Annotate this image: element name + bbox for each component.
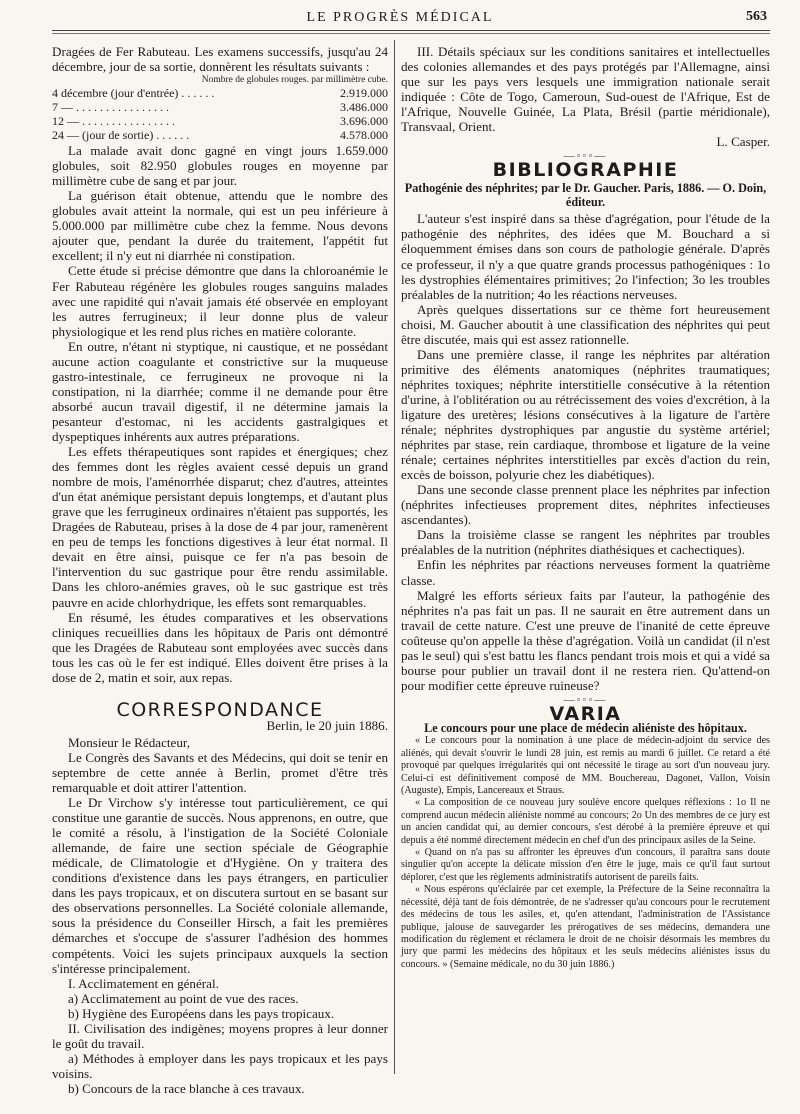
divider-ornament: —◦◦◦—: [563, 693, 608, 706]
list-item: a) Méthodes à employer dans les pays tropicaux et les pays voisins.: [52, 1050, 388, 1081]
table-header: Nombre de globules rouges. par millimètre cube.: [201, 75, 388, 86]
table-row: [52, 86, 388, 100]
varia-subtitle: Le concours pour une place de médecin aliéniste des hôpitaux.: [424, 720, 747, 735]
journal-title: LE PROGRÈS MÉDICAL: [306, 10, 494, 25]
list-item: b) Concours de la race blanche à ces travaux.: [68, 1080, 305, 1096]
paragraph: En outre, n'étant ni styptique, ni caustique, et ne possédant aucune action coagulante et constrictive sur la muqueuse gastro-intestinale, ce ferrugineux ne provoque ni la constipation, ni la diarrhée; comme il ne demande pour être absorbé aucun travail digestif, il ne détermine jamais la pesanteur d'estomac, ni les accidents gastralgiques et dyspeptiques inhérents aux autres préparations.: [52, 338, 388, 444]
paragraph: L'auteur s'est inspiré dans sa thèse d'agrégation, pour l'étude de la pathogénie des néphrites, des idées que M. Bouchard a si éloquemment émises dans son cours de pathologie générale. D'après ce professeur, il n'y a que quatre grands processus pathogéniques : 1o les dystrophies élémentaires primitives; 2o l'infection; 3o les troubles préalables de la nutrition; 4o les réactions nerveuses.: [401, 211, 770, 302]
book-reference: Pathogénie des néphrites; par le Dr. Gaucher. Paris, 1886. — O. Doin, éditeur.: [404, 181, 767, 210]
varia-title: VARIA: [549, 702, 622, 725]
column-divider: [394, 40, 395, 1074]
list-item: b) Hygiène des Européens dans les pays tropicaux.: [68, 1005, 335, 1021]
blood-count-table: [52, 86, 388, 142]
header-rule-thin: [52, 33, 770, 34]
right-column: [401, 44, 770, 971]
row-value: 3.486.000: [340, 100, 388, 115]
paragraph: Malgré les efforts sérieux faits par l'auteur, la pathogénie des néphrites n'a pas fait un pas. Il ne saurait en être autrement dans un travail de cette nature. C'est une preuve de l'inanité de cette épreuve coûteuse qu'on appelle la thèse d'agrégation. Voilà un candidat (il n'est pas le seul) qui s'est battu les flancs pendant trois mois et qui a vidé sa bourse pour publier un travail dont il ne restera rien. Qu'attend-on pour modifier cette épreuve ruineuse?: [401, 587, 770, 693]
paragraph: Après quelques dissertations sur ce thème fort heureusement choisi, M. Gaucher aboutit à une classification des néphrites qui peut être discutée, mais qui est assez rationnelle.: [401, 301, 770, 347]
divider-ornament: —◦◦◦—: [563, 150, 608, 163]
bibliographie-title: BIBLIOGRAPHIE: [492, 159, 679, 182]
salutation: Monsieur le Rédacteur,: [68, 734, 191, 750]
paragraph: « Nous espérons qu'éclairée par cet exemple, la Préfecture de la Seine reconnaîtra la nécessité, déjà tant de fois démontrée, de ne s'adresser qu'au concours pour le recrutement des médecins de tous les asiles, et, qu'en attendant, l'administration de l'Assistance publique, jalouse de sauvegarder les prérogatives de ses médecins, demandera une modification du règlement et réclamera le droit de ne choisir désormais les membres du jury que parmi les médecins des hôpitaux et les seuls médecins aliénistes issus du concours. » (Semaine médicale, no du 30 juin 1886.): [401, 884, 770, 970]
row-value: 4.578.000: [340, 128, 388, 143]
left-column: [52, 44, 388, 1096]
table-row: [52, 114, 388, 128]
row-value: 2.919.000: [340, 86, 388, 101]
paragraph: Le Congrès des Savants et des Médecins, qui doit se tenir en septembre de cette année à Berlin, promet d'être très remarquable et doit attirer l'attention.: [52, 749, 388, 796]
paragraph: Enfin les néphrites par réactions nerveuses forment la quatrième classe.: [401, 557, 770, 588]
row-label: 7 — . . . . . . . . . . . . . . . .: [52, 100, 169, 115]
paragraph: Cette étude si précise démontre que dans la chloroanémie le Fer Rabuteau régénère les globules rouges sanguins malades avec une rapidité qui n'avait jamais été observée en employant les autres ferrugineux; il leur donne plus de valeur physiologique et les rend plus riches en matière colorante.: [52, 263, 388, 339]
paragraph: En résumé, les études comparatives et les observations cliniques recueillies dans les hôpitaux de Paris ont démontré que les Dragées de Rabuteau sont employées avec succès dans tous les cas où le fer est indiqué. Elles doivent être prises à la dose de 2, matin et soir, aux repas.: [52, 609, 388, 685]
list-item: II. Civilisation des indigènes; moyens propres à leur donner le goût du travail.: [52, 1020, 388, 1051]
signature: L. Casper.: [716, 134, 770, 150]
paragraph: La malade avait donc gagné en vingt jours 1.659.000 globules, soit 82.950 globules rouges en moyenne par millimètre cube de sang et par jour.: [52, 143, 388, 189]
letter-date: Berlin, le 20 juin 1886.: [266, 717, 388, 733]
page-header: [0, 0, 800, 30]
paragraph: La guérison était obtenue, attendu que le nombre des globules avait atteint la normale, qui est un peu inférieure à 5.000.000 par millimètre cube chez la femme. Nous devons ajouter que, pendant la durée du traitement, l'appétit fut excellent; il n'y eut ni diarrhée ni constipation.: [52, 188, 388, 264]
paragraph: « La composition de ce nouveau jury soulève encore quelques réflexions : 1o Il ne comprend aucun médecin aliéniste nommé au concours; 2o Un des membres de ce jury est un ancien candidat qui, au dernier concours, s'est dérobé à la première épreuve et qui depuis a été nommé directement médecin en chef d'un des principaux asiles de la Seine.: [401, 797, 770, 846]
row-label: 4 décembre (jour d'entrée) . . . . . .: [52, 86, 215, 101]
paragraph: Le Dr Virchow s'y intéresse tout particulièrement, ce qui constitue une garantie de succès. Nous apprenons, en outre, que le comité a résolu, à l'instigation de la Société Coloniale allemande, de faire une section spéciale de Géographie médicale, de Climatologie et d'Hygiène. On y traitera des conditions d'existence dans les pays étrangers, en particulier dans les pays tropicaux, et on discutera surtout en se basant sur des observations personnelles. La Société coloniale allemande, sous la présidence du Conseiller Hirsch, a fait les premières démarches et s'occupe de s'assurer l'adhésion des hommes compétents. Voici les sujets principaux auxquels la section s'intéresse principalement.: [52, 795, 388, 976]
paragraph: Dans une seconde classe prennent place les néphrites par infection (néphrites infectieuses proprement dites, néphrites infectieuses ascendantes).: [401, 482, 770, 528]
intro-paragraph: Dragées de Fer Rabuteau. Les examens successifs, jusqu'au 24 décembre, jour de sa sortie, donnèrent les résultats suivants :: [52, 44, 388, 75]
list-item: a) Acclimatement au point de vue des races.: [68, 990, 299, 1006]
paragraph: Les effets thérapeutiques sont rapides et énergiques; chez des femmes dont les règles avaient cessé depuis un grand nombre de mois, l'aménorrhée disparut; chez d'autres, atteintes d'un état anémique persistant depuis longtemps, et d'autant plus grave que les ferrugineux ordinaires n'étaient pas supportés, les Dragées de Rabuteau, prises à la dose de 4 par jour, ramenèrent en peu de temps les fonctions digestives à leur état normal. Il devait en être ainsi, puisque ce fer n'a pas besoin de l'intervention du suc gastrique pour être rendu assimilable. Dans les chloro-anémies graves, où le suc gastrique est très pauvre en acide chlorhydrique, les effets sont remarquables.: [52, 444, 388, 610]
table-row: [52, 128, 388, 142]
varia-body: [401, 735, 770, 971]
row-value: 3.696.000: [340, 114, 388, 129]
paragraph: Dans une première classe, il range les néphrites par altération primitive des éléments anatomiques (néphrites traumatiques; néphrites toxiques; néphrite interstitielle consécutive à la rétention d'urine, à l'oblitération ou au rétrécissement des voies d'excrétion, à la ligature des uretères; lésions consécutives à la ligature de l'artère rénale; néphrites dystrophiques par angustie du système artériel; néphrites par stase, rein cardiaque, thrombose et ligature de la veine rénale; certaines néphrites interstitielles par excès d'action du rein, excès de boisson, polyurie chez les diabétiques).: [401, 346, 770, 483]
list-item: I. Acclimatement en général.: [68, 975, 219, 991]
page-number: 563: [746, 9, 767, 24]
header-rule: [52, 30, 770, 31]
paragraph: « Quand on n'a pas su affronter les épreuves d'un concours, il paraîtra sans doute singulier qu'on accepte la délicate mission d'en être le juge, mais ce qu'il faut surtout déplorer, c'est que les règlements administratifs autorisent de pareils faits.: [401, 847, 770, 883]
row-label: 12 — . . . . . . . . . . . . . . . .: [52, 114, 175, 129]
topic-list: [52, 976, 388, 1096]
paragraph: Dans la troisième classe se rangent les néphrites par troubles préalables de la nutrition (néphrites diathésiques et cachectiques).: [401, 527, 770, 558]
continuation-paragraph: III. Détails spéciaux sur les conditions sanitaires et intellectuelles des colonies allemandes et des pays protégés par l'Allemagne, ainsi que sur les pays vers lesquels une immigration nationale serait indiquée : Côte de Togo, Cameroun, Sud-ouest de l'Afrique, Est de l'Afrique, Nouvelle Guinée, La Plata, Brésil (partie méridionale), Transvaal, Orient.: [401, 44, 770, 135]
row-label: 24 — (jour de sortie) . . . . . .: [52, 128, 190, 143]
correspondance-title: CORRESPONDANCE: [116, 698, 324, 721]
paragraph: « Le concours pour la nomination à une place de médecin-adjoint du service des aliénés, qui devait s'ouvrir le lundi 28 juin, est remis au mardi 6 juillet. Ce retard a été provoqué par quelques irrégularités qui ont nécessité le tirage au sort d'un nouveau jury. Celui-ci est définitivement composé de MM. Bouchereau, Dagonet, Vallon, Voisin (Auguste), Empis, Lancereaux et Straus.: [401, 735, 770, 797]
table-row: [52, 100, 388, 114]
